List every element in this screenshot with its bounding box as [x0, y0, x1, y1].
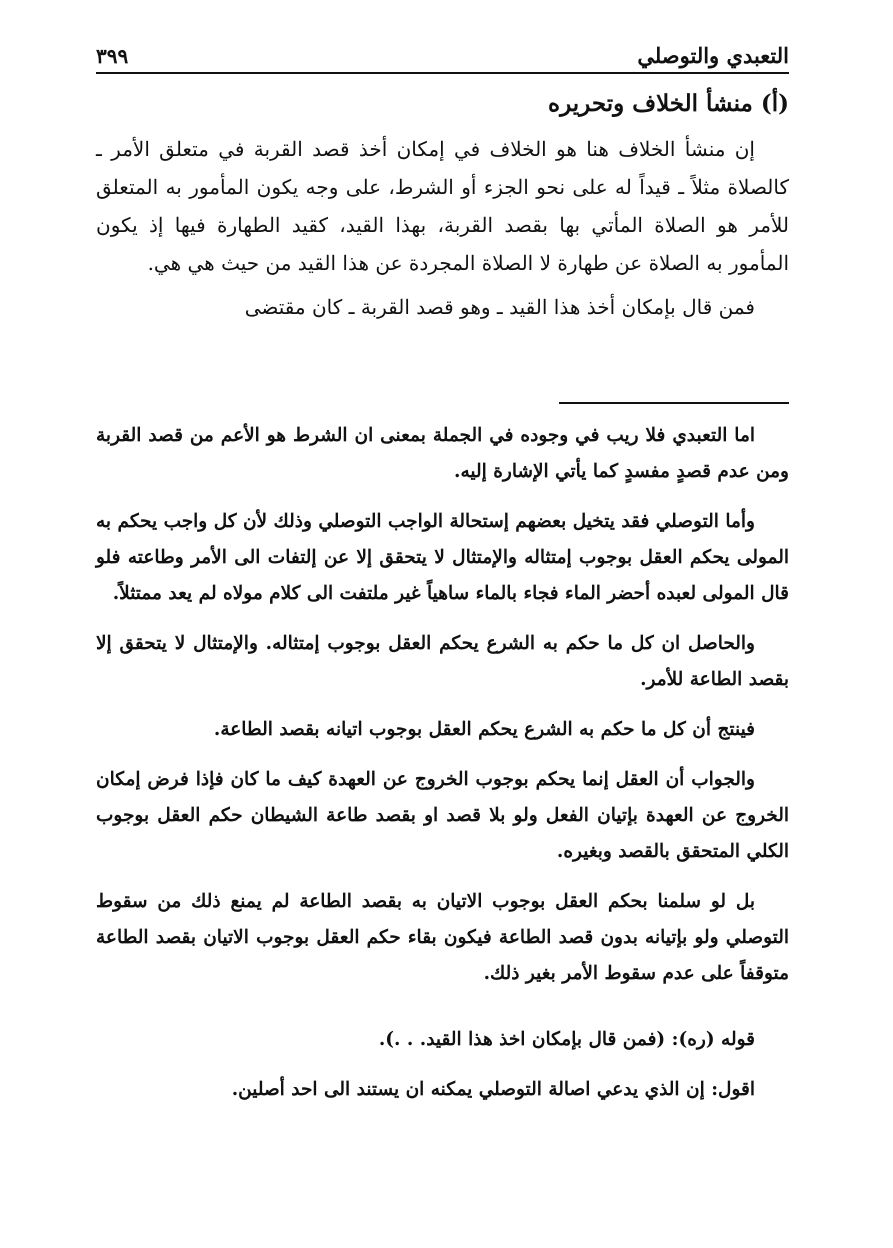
footnote-paragraph: بل لو سلمنا بحكم العقل بوجوب الاتيان به بقصد الطاعة لم يمنع ذلك من سقوط التوصلي ولو بإتيانه بدون قصد الطاعة فيكون بقاء حكم العقل بوجوب الاتيان بقصد الطاعة متوقفاً على عدم سقوط الأمر بغير ذلك.	[96, 891, 789, 984]
reply-text: إن الذي يدعي اصالة التوصلي يمكنه ان يستند الى احد أصلين.	[231, 1079, 705, 1100]
footnote-paragraph: وأما التوصلي فقد يتخيل بعضهم إستحالة الواجب التوصلي وذلك لأن كل واجب يحكم به المولى يحكم العقل بوجوب إمتثاله والإمتثال لا يتحقق إلا عن إلتفات الى الأمر وطاعته فلو قال المولى لعبده أحضر الماء فجاء بالماء ساهياً غير ملتفت الى كلام مولاه لم يعد ممتثلاً.	[96, 511, 789, 604]
footnote-separator	[559, 402, 789, 404]
running-header	[96, 28, 789, 68]
quote-text: (فمن قال بإمكان اخذ هذا القيد. . .).	[378, 1029, 666, 1050]
reply-paragraph	[96, 1072, 789, 1108]
main-paragraph: فمن قال بإمكان أخذ هذا القيد ـ وهو قصد القربة ـ كان مقتضى	[244, 295, 755, 319]
footnote-paragraph: والحاصل ان كل ما حكم به الشرع يحكم العقل بوجوب إمتثاله. والإمتثال لا يتحقق إلا بقصد الطاعة للأمر.	[96, 633, 789, 690]
header-rule	[96, 72, 789, 74]
footnote-paragraph: فينتج أن كل ما حكم به الشرع يحكم العقل بوجوب اتيانه بقصد الطاعة.	[213, 719, 755, 740]
main-paragraph: إن منشأ الخلاف هنا هو الخلاف في إمكان أخذ قصد القربة في متعلق الأمر ـ كالصلاة مثلاً ـ قيداً له على نحو الجزء أو الشرط، على وجه يكون المأمور به المتعلق للأمر هو الصلاة المأتي بها بقصد القربة، بهذا القيد، كقيد الطهارة فيها إذ يكون المأمور به الصلاة عن طهارة لا الصلاة المجردة عن هذا القيد من حيث هي هي.	[96, 137, 789, 275]
quote-line	[96, 1022, 789, 1058]
footnote-paragraph: اما التعبدي فلا ريب في وجوده في الجملة بمعنى ان الشرط هو الأعم من قصد القربة ومن عدم قصدٍ مفسدٍ كما يأتي الإشارة إليه.	[96, 425, 789, 482]
running-title: التعبدي والتوصلي	[637, 43, 789, 68]
section-heading: (أ) منشأ الخلاف وتحريره	[548, 90, 789, 117]
footnotes	[96, 418, 789, 1122]
quote-label: قوله (ره):	[671, 1029, 755, 1050]
page-number: ٣٩٩	[96, 44, 129, 68]
main-text	[96, 130, 789, 332]
footnote-paragraph: والجواب أن العقل إنما يحكم بوجوب الخروج عن العهدة كيف ما كان فإذا فرض إمكان الخروج عن العهدة بإتيان الفعل ولو بلا قصد او بقصد طاعة الشيطان حكم العقل بوجوب الكلي المتحقق بالقصد وبغيره.	[96, 769, 789, 862]
reply-label: اقول:	[711, 1079, 755, 1100]
